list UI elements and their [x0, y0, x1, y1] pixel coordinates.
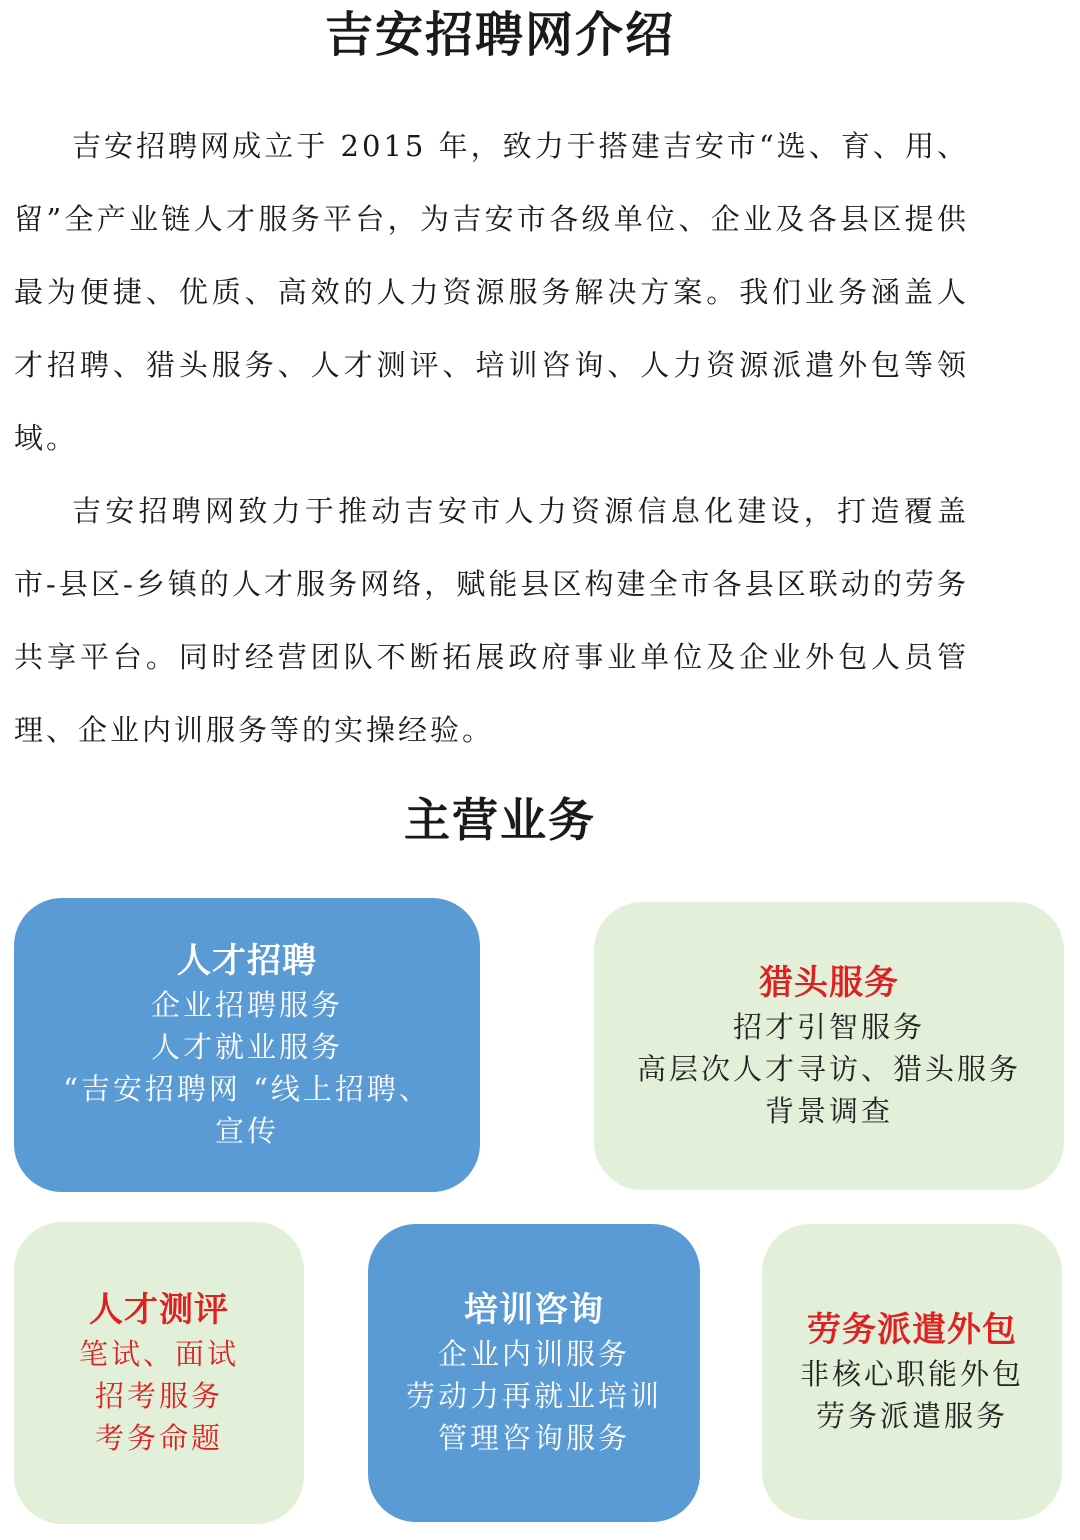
- service-card-line: 笔试、面试: [78, 1337, 239, 1371]
- service-card-line: 劳务派遣服务: [815, 1399, 1008, 1433]
- service-card-line: 考务命题: [94, 1421, 223, 1455]
- service-card-line: 招考服务: [94, 1379, 223, 1413]
- service-card-line: 人才就业服务: [150, 1030, 343, 1064]
- service-card-line: 背景调查: [764, 1094, 893, 1128]
- service-card-title: 培训咨询: [464, 1290, 604, 1330]
- service-card-recruitment: [14, 898, 480, 1192]
- service-card-line: 管理咨询服务: [437, 1421, 630, 1455]
- service-card-headhunting: [594, 902, 1064, 1190]
- intro-section: [14, 110, 969, 767]
- service-card-title: 猎头服务: [759, 963, 899, 1003]
- service-card-line: 非核心职能外包: [799, 1357, 1024, 1391]
- page-title: 吉安招聘网介绍: [324, 7, 675, 63]
- intro-paragraph-2: 吉安招聘网致力于推动吉安市人力资源信息化建设，打造覆盖市-县区-乡镇的人才服务网络，赋能县区构建全市各县区联动的劳务共享平台。同时经营团队不断拓展政府事业单位及企业外包人员管理、企业内训服务等的实操经验。: [14, 494, 969, 747]
- service-card-training: [368, 1224, 700, 1522]
- service-card-dispatch: [762, 1224, 1062, 1520]
- section-title-main-business: 主营业务: [404, 793, 596, 847]
- service-card-line: 宣传: [214, 1114, 279, 1148]
- service-card-assessment: [14, 1222, 304, 1524]
- intro-paragraph-1: 吉安招聘网成立于 2015 年，致力于搭建吉安市“选、育、用、留”全产业链人才服务平台，为吉安市各级单位、企业及各县区提供最为便捷、优质、高效的人力资源服务解决方案。我们业务涵盖人才招聘、猎头服务、人才测评、培训咨询、人力资源派遣外包等领域。: [14, 129, 969, 455]
- service-card-line: 招才引智服务: [732, 1010, 925, 1044]
- service-card-line: 高层次人才寻访、猎头服务: [636, 1052, 1021, 1086]
- service-card-line: 劳动力再就业培训: [405, 1379, 662, 1413]
- service-card-line: 企业内训服务: [437, 1337, 630, 1371]
- service-card-title: 人才测评: [89, 1290, 229, 1330]
- service-card-title: 人才招聘: [177, 941, 317, 981]
- service-card-line: 企业招聘服务: [150, 988, 343, 1022]
- service-card-line: “吉安招聘网 “线上招聘、: [63, 1072, 431, 1106]
- service-card-title: 劳务派遣外包: [807, 1310, 1017, 1350]
